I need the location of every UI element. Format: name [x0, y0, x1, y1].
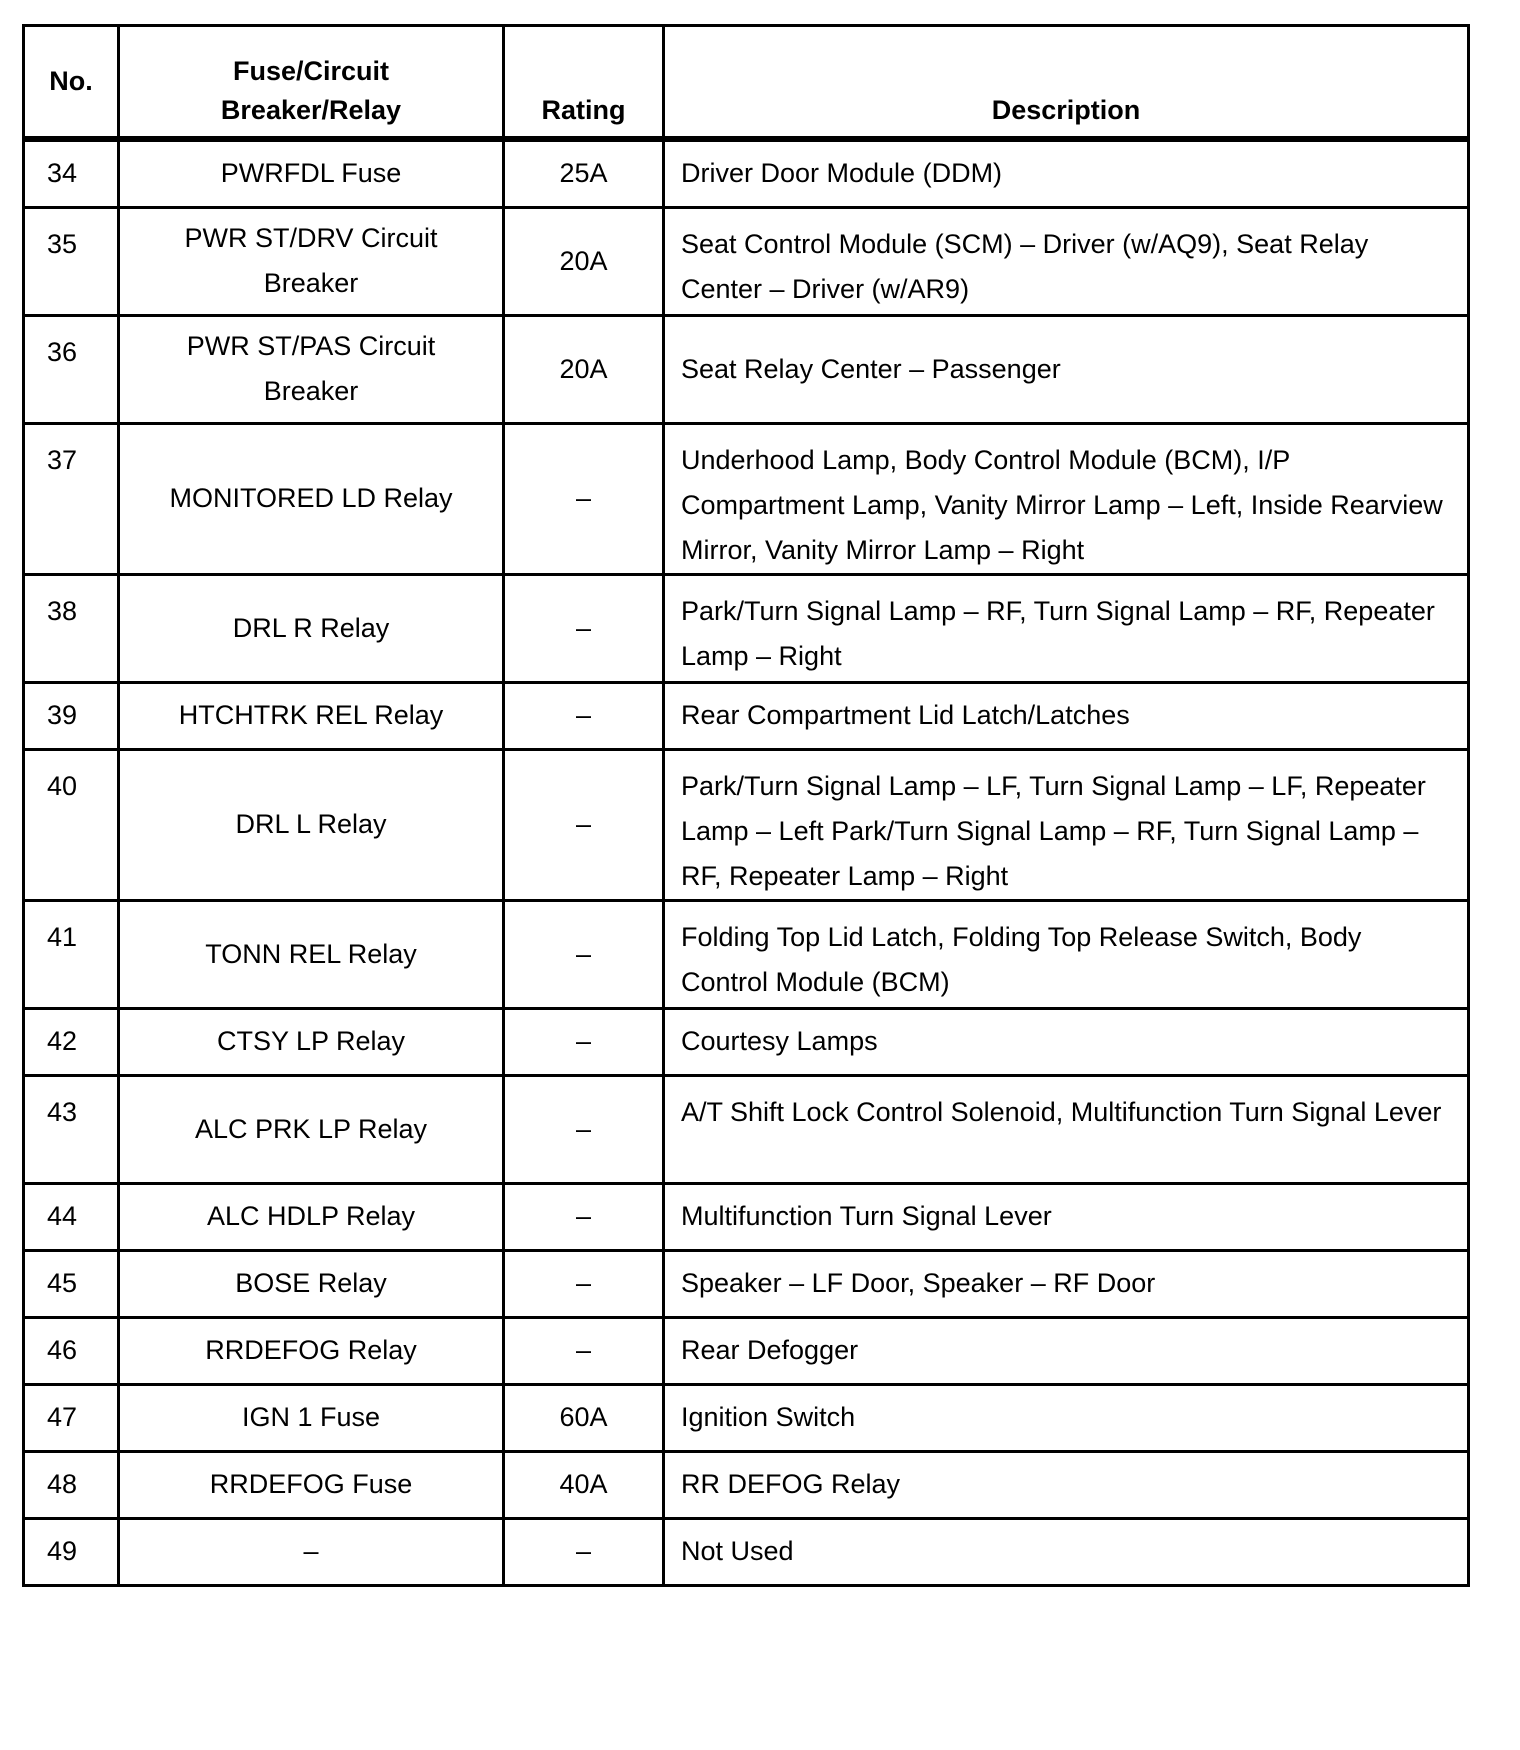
- row-rating: 20A: [504, 207, 664, 315]
- row-name: ALC PRK LP Relay: [119, 1075, 504, 1183]
- row-description: Rear Compartment Lid Latch/Latches: [664, 682, 1469, 749]
- row-rating: –: [504, 1008, 664, 1075]
- row-no: 46: [24, 1317, 119, 1384]
- table-row: [24, 900, 1469, 1008]
- row-description: Speaker – LF Door, Speaker – RF Door: [664, 1250, 1469, 1317]
- header-name-line1: Fuse/Circuit: [232, 56, 390, 86]
- row-rating: 40A: [504, 1451, 664, 1518]
- row-description: Rear Defogger: [664, 1317, 1469, 1384]
- table-row: [24, 1250, 1469, 1317]
- row-description: A/T Shift Lock Control Solenoid, Multifunction Turn Signal Lever: [664, 1075, 1469, 1183]
- row-description: Multifunction Turn Signal Lever: [664, 1183, 1469, 1250]
- header-no: No.: [24, 26, 119, 140]
- row-rating: –: [504, 1075, 664, 1183]
- row-no: 42: [24, 1008, 119, 1075]
- row-no: 49: [24, 1518, 119, 1585]
- row-name: MONITORED LD Relay: [119, 423, 504, 574]
- row-name: RRDEFOG Relay: [119, 1317, 504, 1384]
- row-no: 36: [24, 315, 119, 423]
- row-no: 45: [24, 1250, 119, 1317]
- table-row: [24, 1451, 1469, 1518]
- header-fuse-circuit-breaker-relay: [119, 26, 504, 140]
- row-description: Driver Door Module (DDM): [664, 139, 1469, 207]
- table-row: [24, 1183, 1469, 1250]
- row-name: RRDEFOG Fuse: [119, 1451, 504, 1518]
- row-description: Underhood Lamp, Body Control Module (BCM), I/P Compartment Lamp, Vanity Mirror Lamp – Left, Inside Rearview Mirror, Vanity Mirror Lamp – Right: [664, 423, 1469, 574]
- table-row: [24, 1317, 1469, 1384]
- row-name: –: [119, 1518, 504, 1585]
- row-no: 38: [24, 574, 119, 682]
- header-row: [24, 26, 1469, 140]
- row-description: Park/Turn Signal Lamp – RF, Turn Signal Lamp – RF, Repeater Lamp – Right: [664, 574, 1469, 682]
- table-row: [24, 423, 1469, 574]
- table-row: [24, 315, 1469, 423]
- row-name: TONN REL Relay: [119, 900, 504, 1008]
- header-description: Description: [664, 26, 1469, 140]
- row-description: Ignition Switch: [664, 1384, 1469, 1451]
- row-no: 48: [24, 1451, 119, 1518]
- table-row: [24, 574, 1469, 682]
- row-rating: 20A: [504, 315, 664, 423]
- row-rating: –: [504, 574, 664, 682]
- row-name: CTSY LP Relay: [119, 1008, 504, 1075]
- row-description: Seat Control Module (SCM) – Driver (w/AQ9), Seat Relay Center – Driver (w/AR9): [664, 207, 1469, 315]
- row-rating: –: [504, 749, 664, 900]
- row-no: 34: [24, 139, 119, 207]
- row-rating: –: [504, 423, 664, 574]
- row-name: BOSE Relay: [119, 1250, 504, 1317]
- row-rating: –: [504, 682, 664, 749]
- row-name: DRL L Relay: [119, 749, 504, 900]
- row-no: 47: [24, 1384, 119, 1451]
- row-rating: –: [504, 900, 664, 1008]
- table-row: [24, 1075, 1469, 1183]
- row-description: Not Used: [664, 1518, 1469, 1585]
- row-no: 40: [24, 749, 119, 900]
- table-row: [24, 682, 1469, 749]
- row-rating: –: [504, 1183, 664, 1250]
- row-description: Folding Top Lid Latch, Folding Top Release Switch, Body Control Module (BCM): [664, 900, 1469, 1008]
- table-row: [24, 139, 1469, 207]
- row-rating: –: [504, 1317, 664, 1384]
- row-rating: –: [504, 1518, 664, 1585]
- row-description: Park/Turn Signal Lamp – LF, Turn Signal Lamp – LF, Repeater Lamp – Left Park/Turn Signal Lamp – RF, Turn Signal Lamp – RF, Repeater Lamp – Right: [664, 749, 1469, 900]
- header-name-line2: Breaker/Relay: [220, 95, 402, 125]
- row-name: DRL R Relay: [119, 574, 504, 682]
- row-no: 44: [24, 1183, 119, 1250]
- row-no: 39: [24, 682, 119, 749]
- table-row: [24, 749, 1469, 900]
- fuse-table: [22, 24, 1470, 1587]
- row-rating: 25A: [504, 139, 664, 207]
- table-row: [24, 1008, 1469, 1075]
- row-description: Seat Relay Center – Passenger: [664, 315, 1469, 423]
- row-name: PWR ST/DRV Circuit Breaker: [119, 207, 504, 315]
- table-row: [24, 1518, 1469, 1585]
- row-name: ALC HDLP Relay: [119, 1183, 504, 1250]
- row-name: IGN 1 Fuse: [119, 1384, 504, 1451]
- row-description: RR DEFOG Relay: [664, 1451, 1469, 1518]
- row-no: 41: [24, 900, 119, 1008]
- row-name: HTCHTRK REL Relay: [119, 682, 504, 749]
- row-no: 43: [24, 1075, 119, 1183]
- row-no: 37: [24, 423, 119, 574]
- row-no: 35: [24, 207, 119, 315]
- table-row: [24, 207, 1469, 315]
- row-description: Courtesy Lamps: [664, 1008, 1469, 1075]
- row-name: PWRFDL Fuse: [119, 139, 504, 207]
- row-rating: –: [504, 1250, 664, 1317]
- row-rating: 60A: [504, 1384, 664, 1451]
- row-name: PWR ST/PAS Circuit Breaker: [119, 315, 504, 423]
- header-rating: Rating: [504, 26, 664, 140]
- table-row: [24, 1384, 1469, 1451]
